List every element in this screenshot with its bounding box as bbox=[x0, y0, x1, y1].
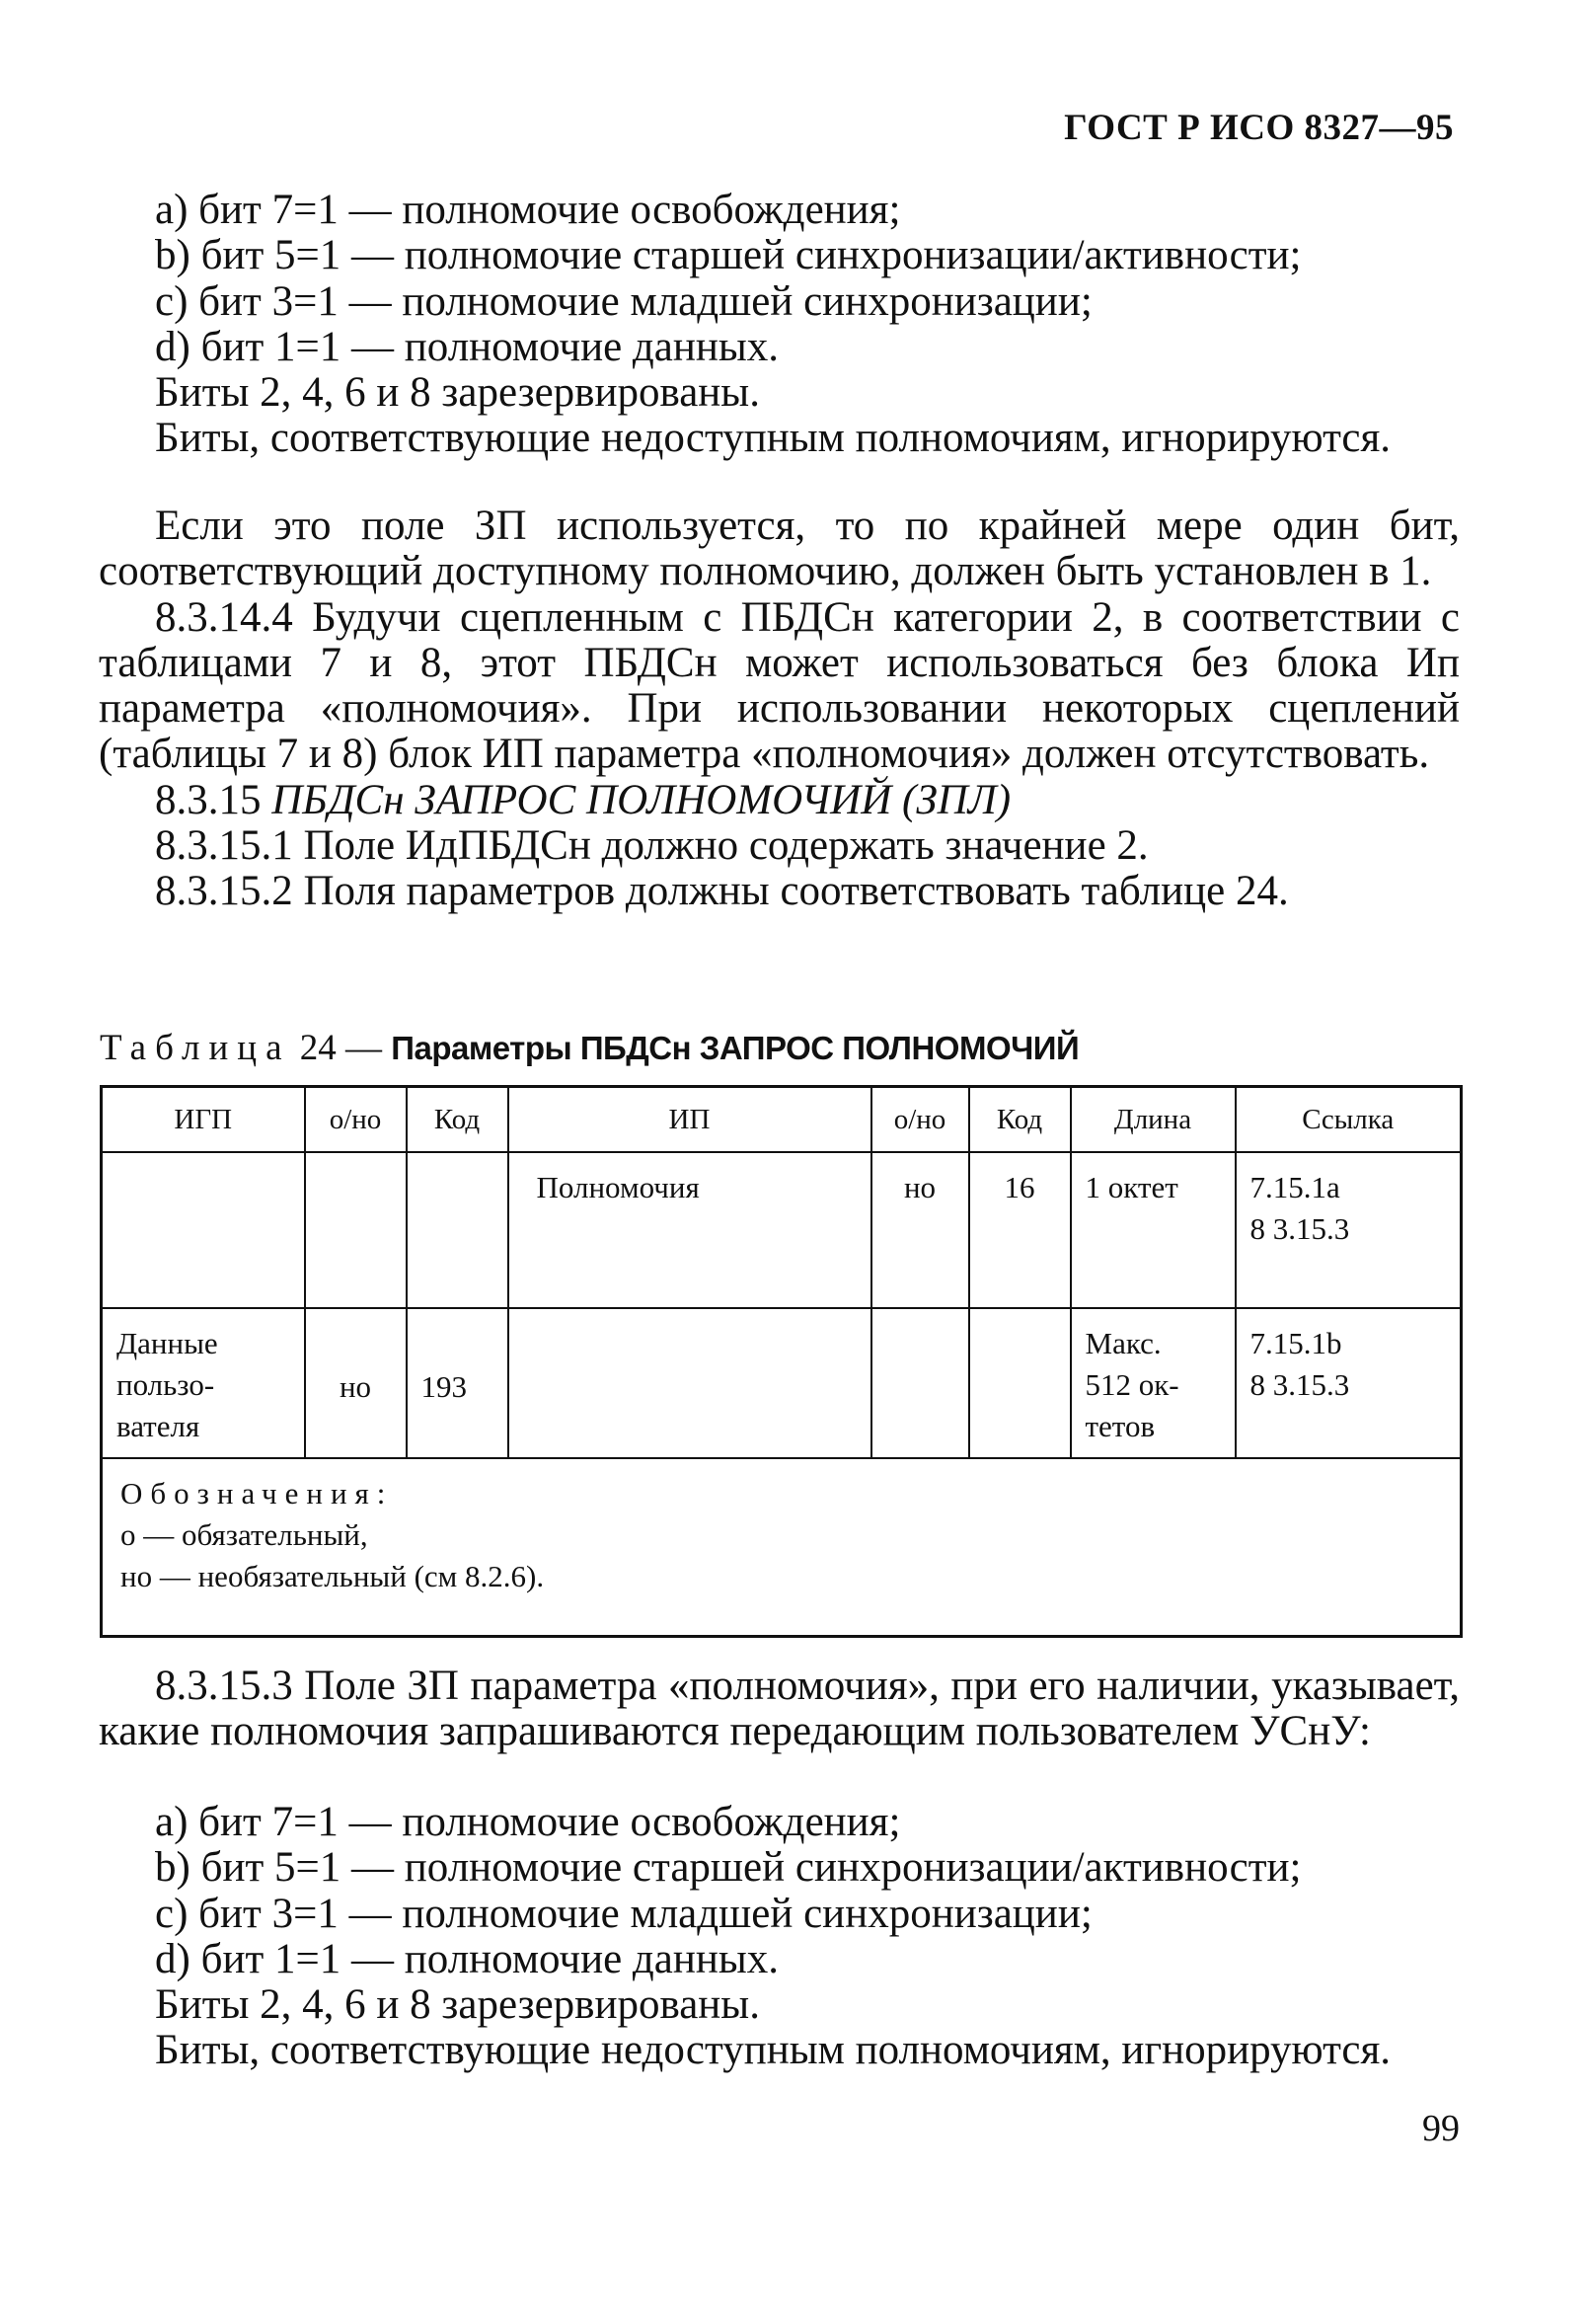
list-item: b) бит 5=1 — полномочие старшей синхронизации/активности; bbox=[155, 1844, 1302, 1892]
page-number: 99 bbox=[1422, 2108, 1460, 2149]
paragraph-reserved: Биты 2, 4, 6 и 8 зарезервированы. bbox=[155, 1981, 760, 2029]
paragraph-ignored: Биты, соответствующие недоступным полномочиям, игнорируются. bbox=[155, 2027, 1392, 2074]
cell-line: Данные bbox=[116, 1326, 218, 1360]
list-item: а) бит 7=1 — полномочие освобождения; bbox=[155, 187, 901, 233]
table-cell: 16 bbox=[969, 1152, 1071, 1308]
table-cell bbox=[1236, 1152, 1462, 1308]
list-item: d) бит 1=1 — полномочие данных. bbox=[155, 323, 780, 370]
middle-text-block bbox=[99, 504, 1460, 915]
table-header-cell: Код bbox=[407, 1087, 508, 1153]
table-cell bbox=[305, 1152, 407, 1308]
paragraph-reserved: Биты 2, 4, 6 и 8 зарезервированы. bbox=[155, 369, 760, 417]
table-cell: но bbox=[871, 1152, 969, 1308]
table-notes bbox=[102, 1458, 1462, 1637]
paragraph-if-used: Если это поле ЗП используется, то по крайней мере один бит, соответствующий доступному полномочию, должен быть установлен в 1. bbox=[99, 503, 1460, 595]
cell-line: пользо- bbox=[116, 1367, 215, 1402]
table-cell bbox=[1071, 1308, 1236, 1458]
section-title: ПБДСн ЗАПРОС ПОЛНОМОЧИЙ (ЗПЛ) bbox=[271, 776, 1012, 823]
bottom-list-block bbox=[155, 1800, 1460, 2074]
top-text-block bbox=[155, 188, 1460, 462]
reference-line: 7.15.1а bbox=[1249, 1170, 1340, 1204]
table-row bbox=[102, 1308, 1462, 1458]
table-caption-title: Параметры ПБДСн ЗАПРОС ПОЛНОМОЧИЙ bbox=[391, 1030, 1080, 1066]
table-cell bbox=[102, 1308, 305, 1458]
note-line: но — необязательный (см 8.2.6). bbox=[120, 1559, 545, 1593]
table-header-cell: Ссылка bbox=[1236, 1087, 1462, 1153]
table-caption-number: 24 — bbox=[290, 1028, 392, 1068]
table-header-cell: Длина bbox=[1071, 1087, 1236, 1153]
reference-line: 7.15.1b bbox=[1249, 1326, 1342, 1360]
paragraph-8-3-15-3: 8.3.15.3 Поле ЗП параметра «полномочия», при его наличии, указывает, какие полномочия запрашиваются передающим пользователем УСнУ: bbox=[99, 1663, 1460, 1755]
list-item: d) бит 1=1 — полномочие данных. bbox=[155, 1935, 780, 1982]
paragraph-8-3-15-1: 8.3.15.1 Поле ИдПБДСн должно содержать значение 2. bbox=[155, 822, 1149, 870]
table-header-row bbox=[102, 1087, 1462, 1153]
paragraph-ignored: Биты, соответствующие недоступным полномочиям, игнорируются. bbox=[155, 415, 1392, 462]
cell-line: вателя bbox=[116, 1409, 200, 1443]
reference-line: 8 3.15.3 bbox=[1249, 1367, 1350, 1402]
paragraph-8-3-15-2: 8.3.15.2 Поля параметров должны соответствовать таблице 24. bbox=[155, 868, 1289, 915]
table-header-cell: Код bbox=[969, 1087, 1071, 1153]
table-row bbox=[102, 1152, 1462, 1308]
table-cell: но bbox=[305, 1308, 407, 1458]
list-item: с) бит 3=1 — полномочие младшей синхронизации; bbox=[155, 1890, 1093, 1937]
section-heading-8-3-15 bbox=[99, 778, 1460, 823]
table-cell bbox=[871, 1308, 969, 1458]
note-line: о — обязательный, bbox=[120, 1517, 368, 1552]
parameters-table bbox=[100, 1085, 1463, 1638]
list-item: а) бит 7=1 — полномочие освобождения; bbox=[155, 1799, 901, 1845]
table-notes-row bbox=[102, 1458, 1462, 1637]
table-cell bbox=[508, 1308, 871, 1458]
table-cell bbox=[1236, 1308, 1462, 1458]
section-number: 8.3.15 bbox=[155, 776, 272, 823]
table-caption bbox=[100, 1027, 1079, 1069]
cell-line: Макс. bbox=[1085, 1326, 1162, 1360]
reference-line: 8 3.15.3 bbox=[1249, 1211, 1350, 1246]
bottom-text-block bbox=[99, 1664, 1460, 1755]
table-header-cell: ИП bbox=[508, 1087, 871, 1153]
table-header-cell: ИГП bbox=[102, 1087, 305, 1153]
table-cell bbox=[407, 1152, 508, 1308]
list-item: b) бит 5=1 — полномочие старшей синхронизации/активности; bbox=[155, 232, 1302, 279]
table-cell: 1 октет bbox=[1071, 1152, 1236, 1308]
list-item: с) бит 3=1 — полномочие младшей синхронизации; bbox=[155, 277, 1093, 325]
table-cell bbox=[969, 1308, 1071, 1458]
paragraph-8-3-14-4: 8.3.14.4 Будучи сцепленным с ПБДСн категории 2, в соответствии с таблицами 7 и 8, этот ПБДСн может использоваться без блока Ип параметра «полномочия». При использовании некоторых сцеплений (таблицы 7 и 8) блок ИП параметра «полномочия» должен отсутствовать. bbox=[99, 593, 1460, 778]
table-caption-label: Таблица bbox=[100, 1028, 291, 1068]
table-cell: 193 bbox=[407, 1308, 508, 1458]
cell-line: тетов bbox=[1085, 1409, 1156, 1443]
document-header: ГОСТ Р ИСО 8327—95 bbox=[1064, 108, 1454, 148]
table-cell bbox=[102, 1152, 305, 1308]
table-header-cell: о/но bbox=[305, 1087, 407, 1153]
notes-title: Обозначения: bbox=[120, 1476, 394, 1511]
table-header-cell: о/но bbox=[871, 1087, 969, 1153]
cell-line: 512 ок- bbox=[1085, 1367, 1179, 1402]
table-cell: Полномочия bbox=[508, 1152, 871, 1308]
